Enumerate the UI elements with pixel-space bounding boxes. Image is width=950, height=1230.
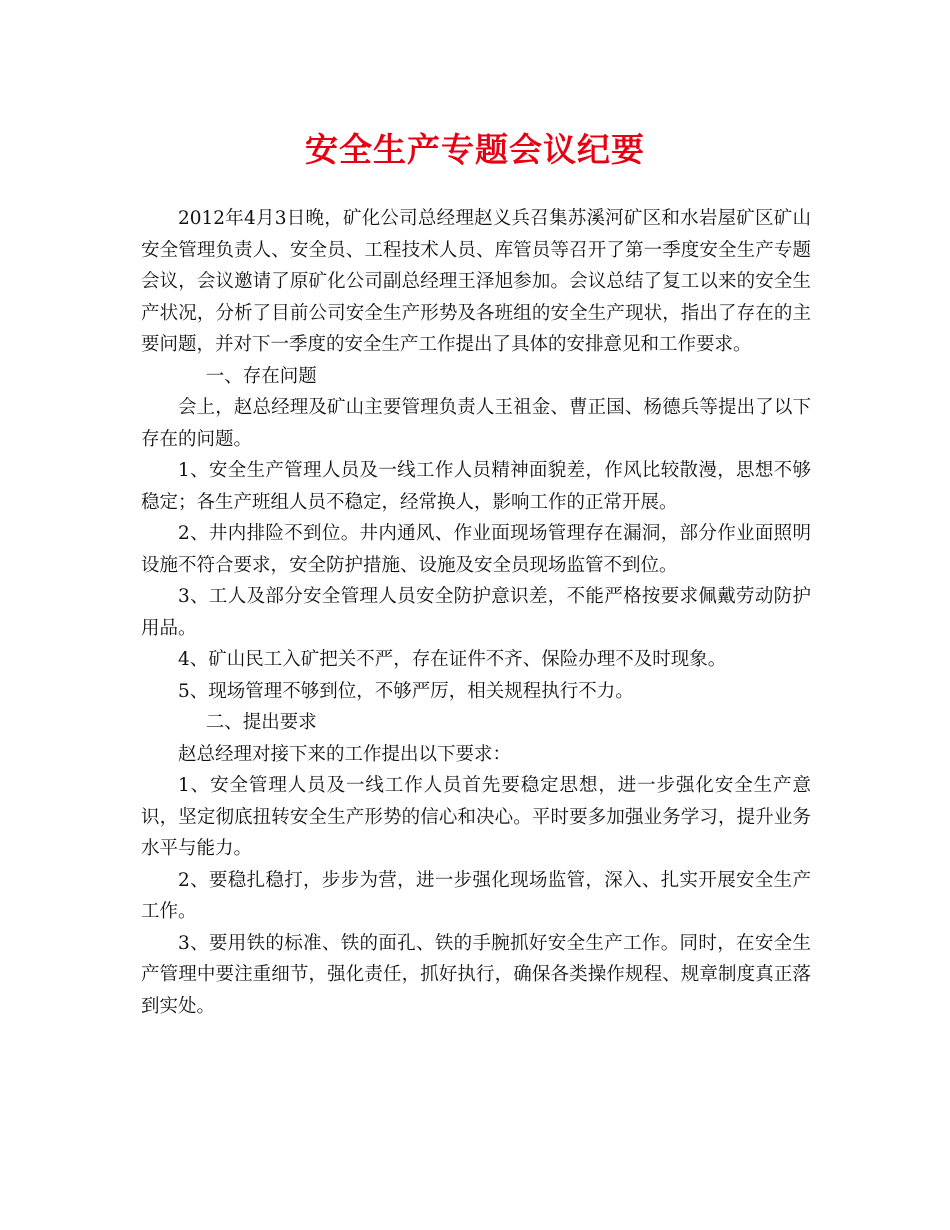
requirement-item: 1、安全管理人员及一线工作人员首先要稳定思想，进一步强化安全生产意识，坚定彻底扭转安全生产形势的信心和决心。平时要多加强业务学习，提升业务水平与能力。 — [141, 775, 811, 859]
intro-paragraph: 2012年4月3日晚，矿化公司总经理赵义兵召集苏溪河矿区和水岩屋矿区矿山安全管理负责人、安全员、工程技术人员、库管员等召开了第一季度安全生产专题会议，会议邀请了原矿化公司副总经理王泽旭参加。会议总结了复工以来的安全生产状况，分析了目前公司安全生产形势及各班组的安全生产现状，指出了存在的主要问题，并对下一季度的安全生产工作提出了具体的安排意见和工作要求。 — [141, 208, 811, 355]
requirement-item: 2、要稳扎稳打，步步为营，进一步强化现场监管，深入、扎实开展安全生产工作。 — [141, 869, 811, 922]
problem-item: 4、矿山民工入矿把关不严，存在证件不齐、保险办理不及时现象。 — [178, 649, 727, 670]
problem-item: 2、井内排险不到位。井内通风、作业面现场管理存在漏洞，部分作业面照明设施不符合要求，安全防护措施、设施及安全员现场监管不到位。 — [141, 523, 811, 576]
document-body — [141, 203, 811, 1022]
paragraph: 赵总经理对接下来的工作提出以下要求： — [178, 743, 512, 765]
document-title: 安全生产专题会议纪要 — [305, 130, 645, 169]
problem-item: 5、现场管理不够到位，不够严厉，相关规程执行不力。 — [178, 680, 634, 702]
problem-item: 3、工人及部分安全管理人员安全防护意识差，不能严格按要求佩戴劳动防护用品。 — [141, 586, 811, 639]
problem-item: 1、安全生产管理人员及一线工作人员精神面貌差，作风比较散漫，思想不够稳定；各生产班组人员不稳定，经常换人，影响工作的正常开展。 — [141, 460, 811, 513]
section-heading-requirements: 二、提出要求 — [205, 712, 317, 733]
section-heading-problems: 一、存在问题 — [205, 365, 317, 387]
paragraph: 会上，赵总经理及矿山主要管理负责人王祖金、曹正国、杨德兵等提出了以下存在的问题。 — [141, 397, 811, 450]
requirement-item: 3、要用铁的标准、铁的面孔、铁的手腕抓好安全生产工作。同时，在安全生产管理中要注重细节，强化责任，抓好执行，确保各类操作规程、规章制度真正落到实处。 — [141, 932, 811, 1017]
